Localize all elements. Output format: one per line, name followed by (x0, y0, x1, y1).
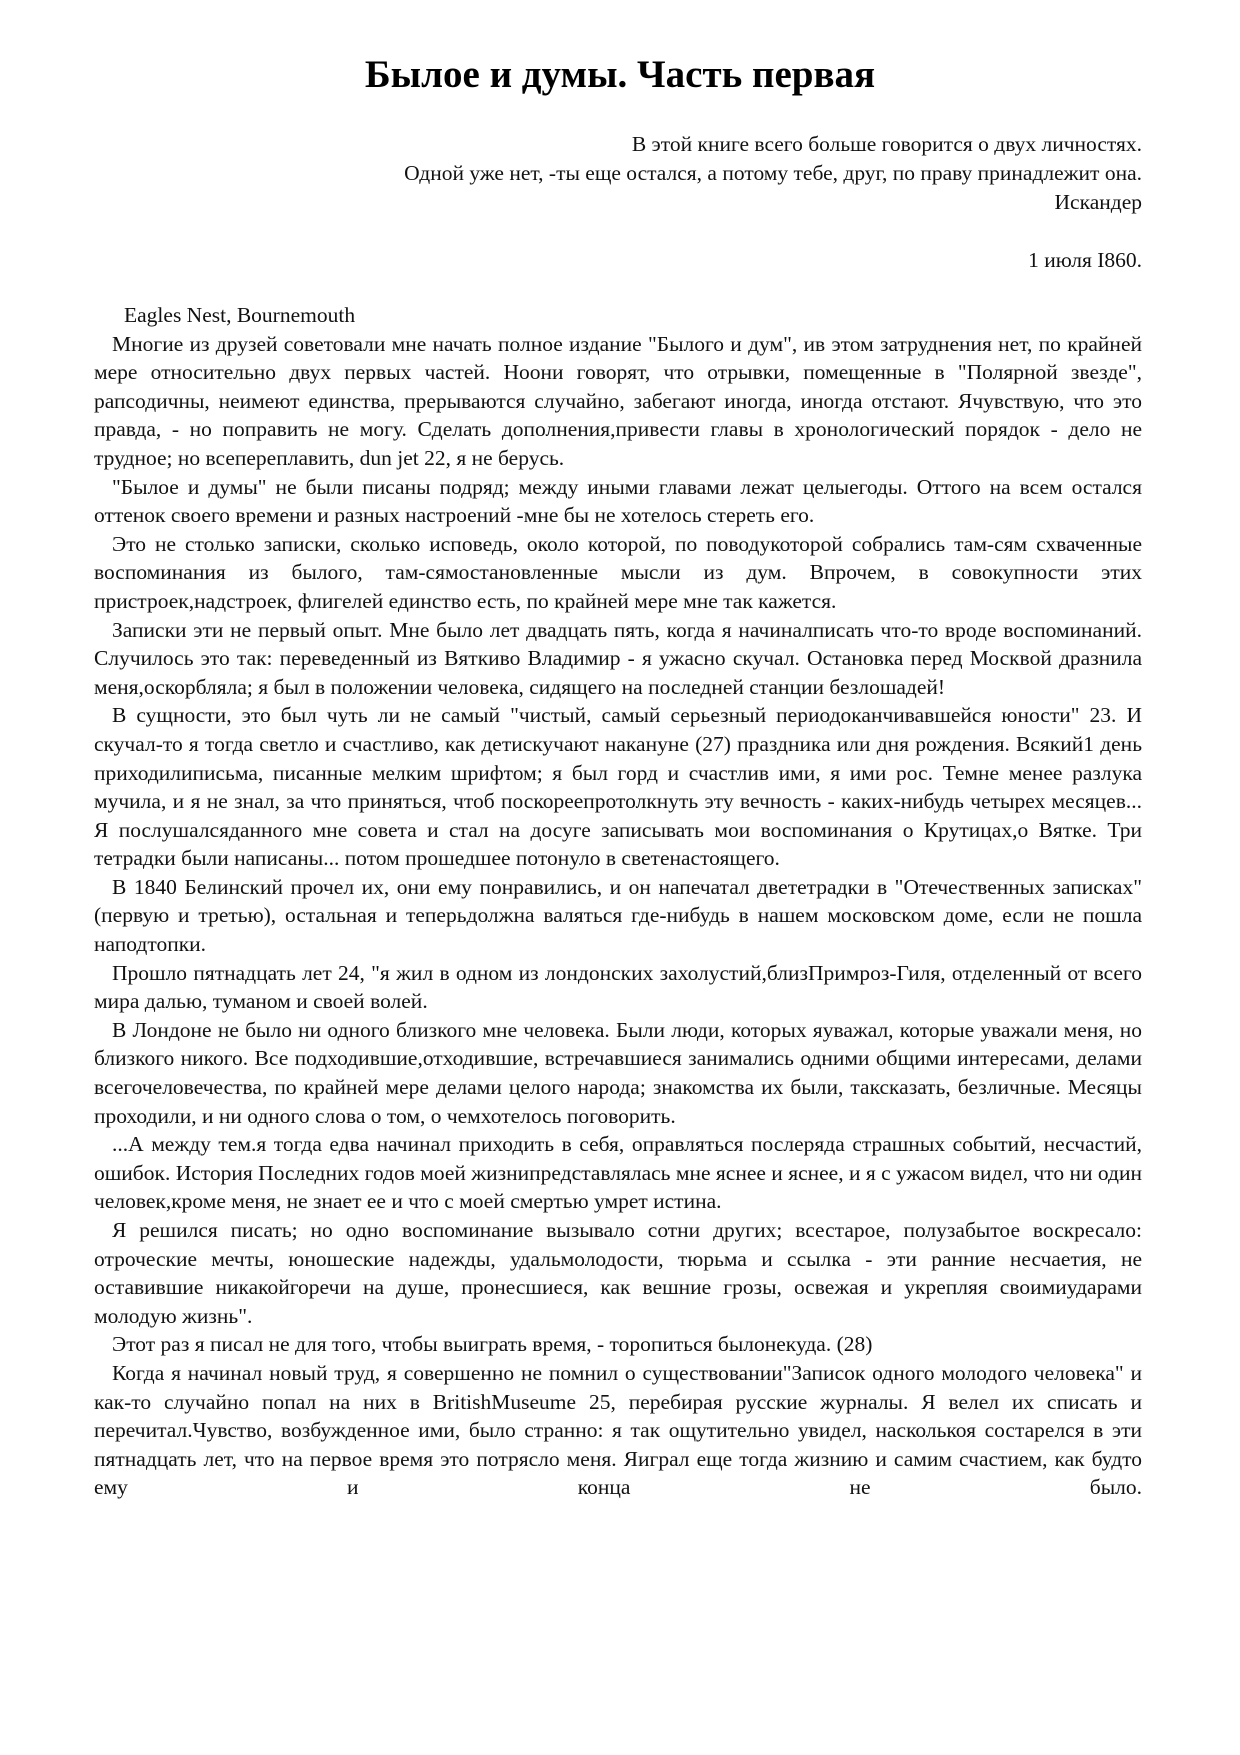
paragraph: В Лондоне не было ни одного близкого мне человека. Были люди, которых яуважал, которые уважали меня, но близкого никого. Все подходившие,отходившие, встречавшиеся занимались одними общими интересами, делами всегочеловечества, по крайней мере делами целого народа; знакомства их были, таксказать, безличные. Месяцы проходили, и ни одного слова о том, о чемхотелось поговорить. (94, 1017, 1142, 1128)
paragraph: Прошло пятнадцать лет 24, "я жил в одном из лондонских захолустий,близПримроз-Гиля, отделенный от всего мира далью, туманом и своей волей. (94, 960, 1142, 1014)
epigraph-line: В этой книге всего больше говорится о двух личностях. (631, 132, 1142, 156)
epigraph-signature: Искандер (1054, 190, 1142, 214)
paragraph: ...А между тем.я тогда едва начинал приходить в себя, оправляться послеряда страшных событий, несчастий, ошибок. История Последних годов моей жизнипредставлялась мне яснее и яснее, и я с ужасом видел, что ни один человек,кроме меня, не знает ее и что с моей смертью умрет истина. (94, 1132, 1142, 1214)
paragraph: Этот раз я писал не для того, чтобы выиграть время, - торопиться былонекуда. (28) (112, 1332, 873, 1357)
epigraph-line: Одной уже нет, -ты еще остался, а потому тебе, друг, по праву принадлежит она. (404, 161, 1142, 185)
dateline: 1 июля I860. (1028, 248, 1142, 272)
paragraph: В 1840 Белинский прочел их, они ему понравились, и он напечатал двететрадки в "Отечественных записках" (первую и третью), остальная и теперьдолжна валяться где-нибудь в нашем московском доме, если не пошла наподтопки. (94, 874, 1142, 957)
epigraph (242, 130, 1142, 217)
paragraph: Многие из друзей советовали мне начать полное издание "Былого и дум", ив этом затруднения нет, по крайней мере относительно двух первых частей. Ноони говорят, что отрывки, помещенные в "Полярной звезде", рапсодичны, неимеют единства, прерываются случайно, забегают иногда, иногда отстают. Ячувствую, что это правда, - но поправить не могу. Сделать дополнения,привести главы в хронологический порядок - дело не трудное; но всепереплавить, dun jet 22, я не берусь. (94, 331, 1142, 470)
paragraph: В сущности, это был чуть ли не самый "чистый, самый серьезный периодоканчивавшейся юности" 23. И скучал-то я тогда светло и счастливо, как детискучают накануне (27) праздника или дня рождения. Всякий1 день приходилиписьма, писанные мелким шрифтом; я был горд и счастлив ими, я ими рос. Темне менее разлука мучила, и я не знал, за что приняться, чтоб поскореепротолкнуть эту вечность - каких-нибудь четырех месяцев... Я послушалсяданного мне совета и стал на досуге записывать мои воспоминания о Крутицах,о Вятке. Три тетрадки были написаны... потом прошедшее потонуло в светенастоящего. (94, 703, 1142, 871)
paragraph: Когда я начинал новый труд, я совершенно не помнил о существовании"Записок одного молодого человека" и как-то случайно попал на них в BritishMuseume 25, перебирая русские журналы. Я велел их списать и перечитал.Чувство, возбужденное ими, было странно: я так ощутительно увидел, насколькоя состарелся в эти пятнадцать лет, что на первое время это потрясло меня. Яиграл еще тогда жизнию и самим счастием, как будто ему и конца не было. (94, 1360, 1142, 1500)
document-title: Былое и думы. Часть первая (364, 53, 876, 96)
paragraph: "Былое и думы" не были писаны подряд; между иными главами лежат целыегоды. Оттого на всем остался оттенок своего времени и разных настроений -мне бы не хотелось стереть его. (94, 474, 1142, 528)
paragraph: Записки эти не первый опыт. Мне было лет двадцать пять, когда я начиналписать что-то вроде воспоминаний. Случилось это так: переведенный из Вяткиво Владимир - я ужасно скучал. Остановка перед Москвой дразнила меня,оскорбляла; я был в положении человека, сидящего на последней станции безлошадей! (94, 617, 1142, 699)
document-body (94, 301, 1142, 1502)
paragraph: Это не столько записки, сколько исповедь, около которой, по поводукоторой собрались там-сям схваченные воспоминания из былого, там-сямостановленные мысли из дум. Впрочем, в совокупности этих пристроек,надстроек, флигелей единство есть, по крайней мере мне так кажется. (94, 531, 1142, 613)
paragraph: Я решился писать; но одно воспоминание вызывало сотни других; всестарое, полузабытое воскресало: отроческие мечты, юношеские надежды, удальмолодости, тюрьма и ссылка - эти ранние несчаетия, не оставившие никакойгоречи на душе, пронесшиеся, как вешние грозы, освежая и укрепляя своимиударами молодую жизнь". (94, 1218, 1142, 1328)
place-line: Eagles Nest, Bournemouth (124, 303, 356, 327)
